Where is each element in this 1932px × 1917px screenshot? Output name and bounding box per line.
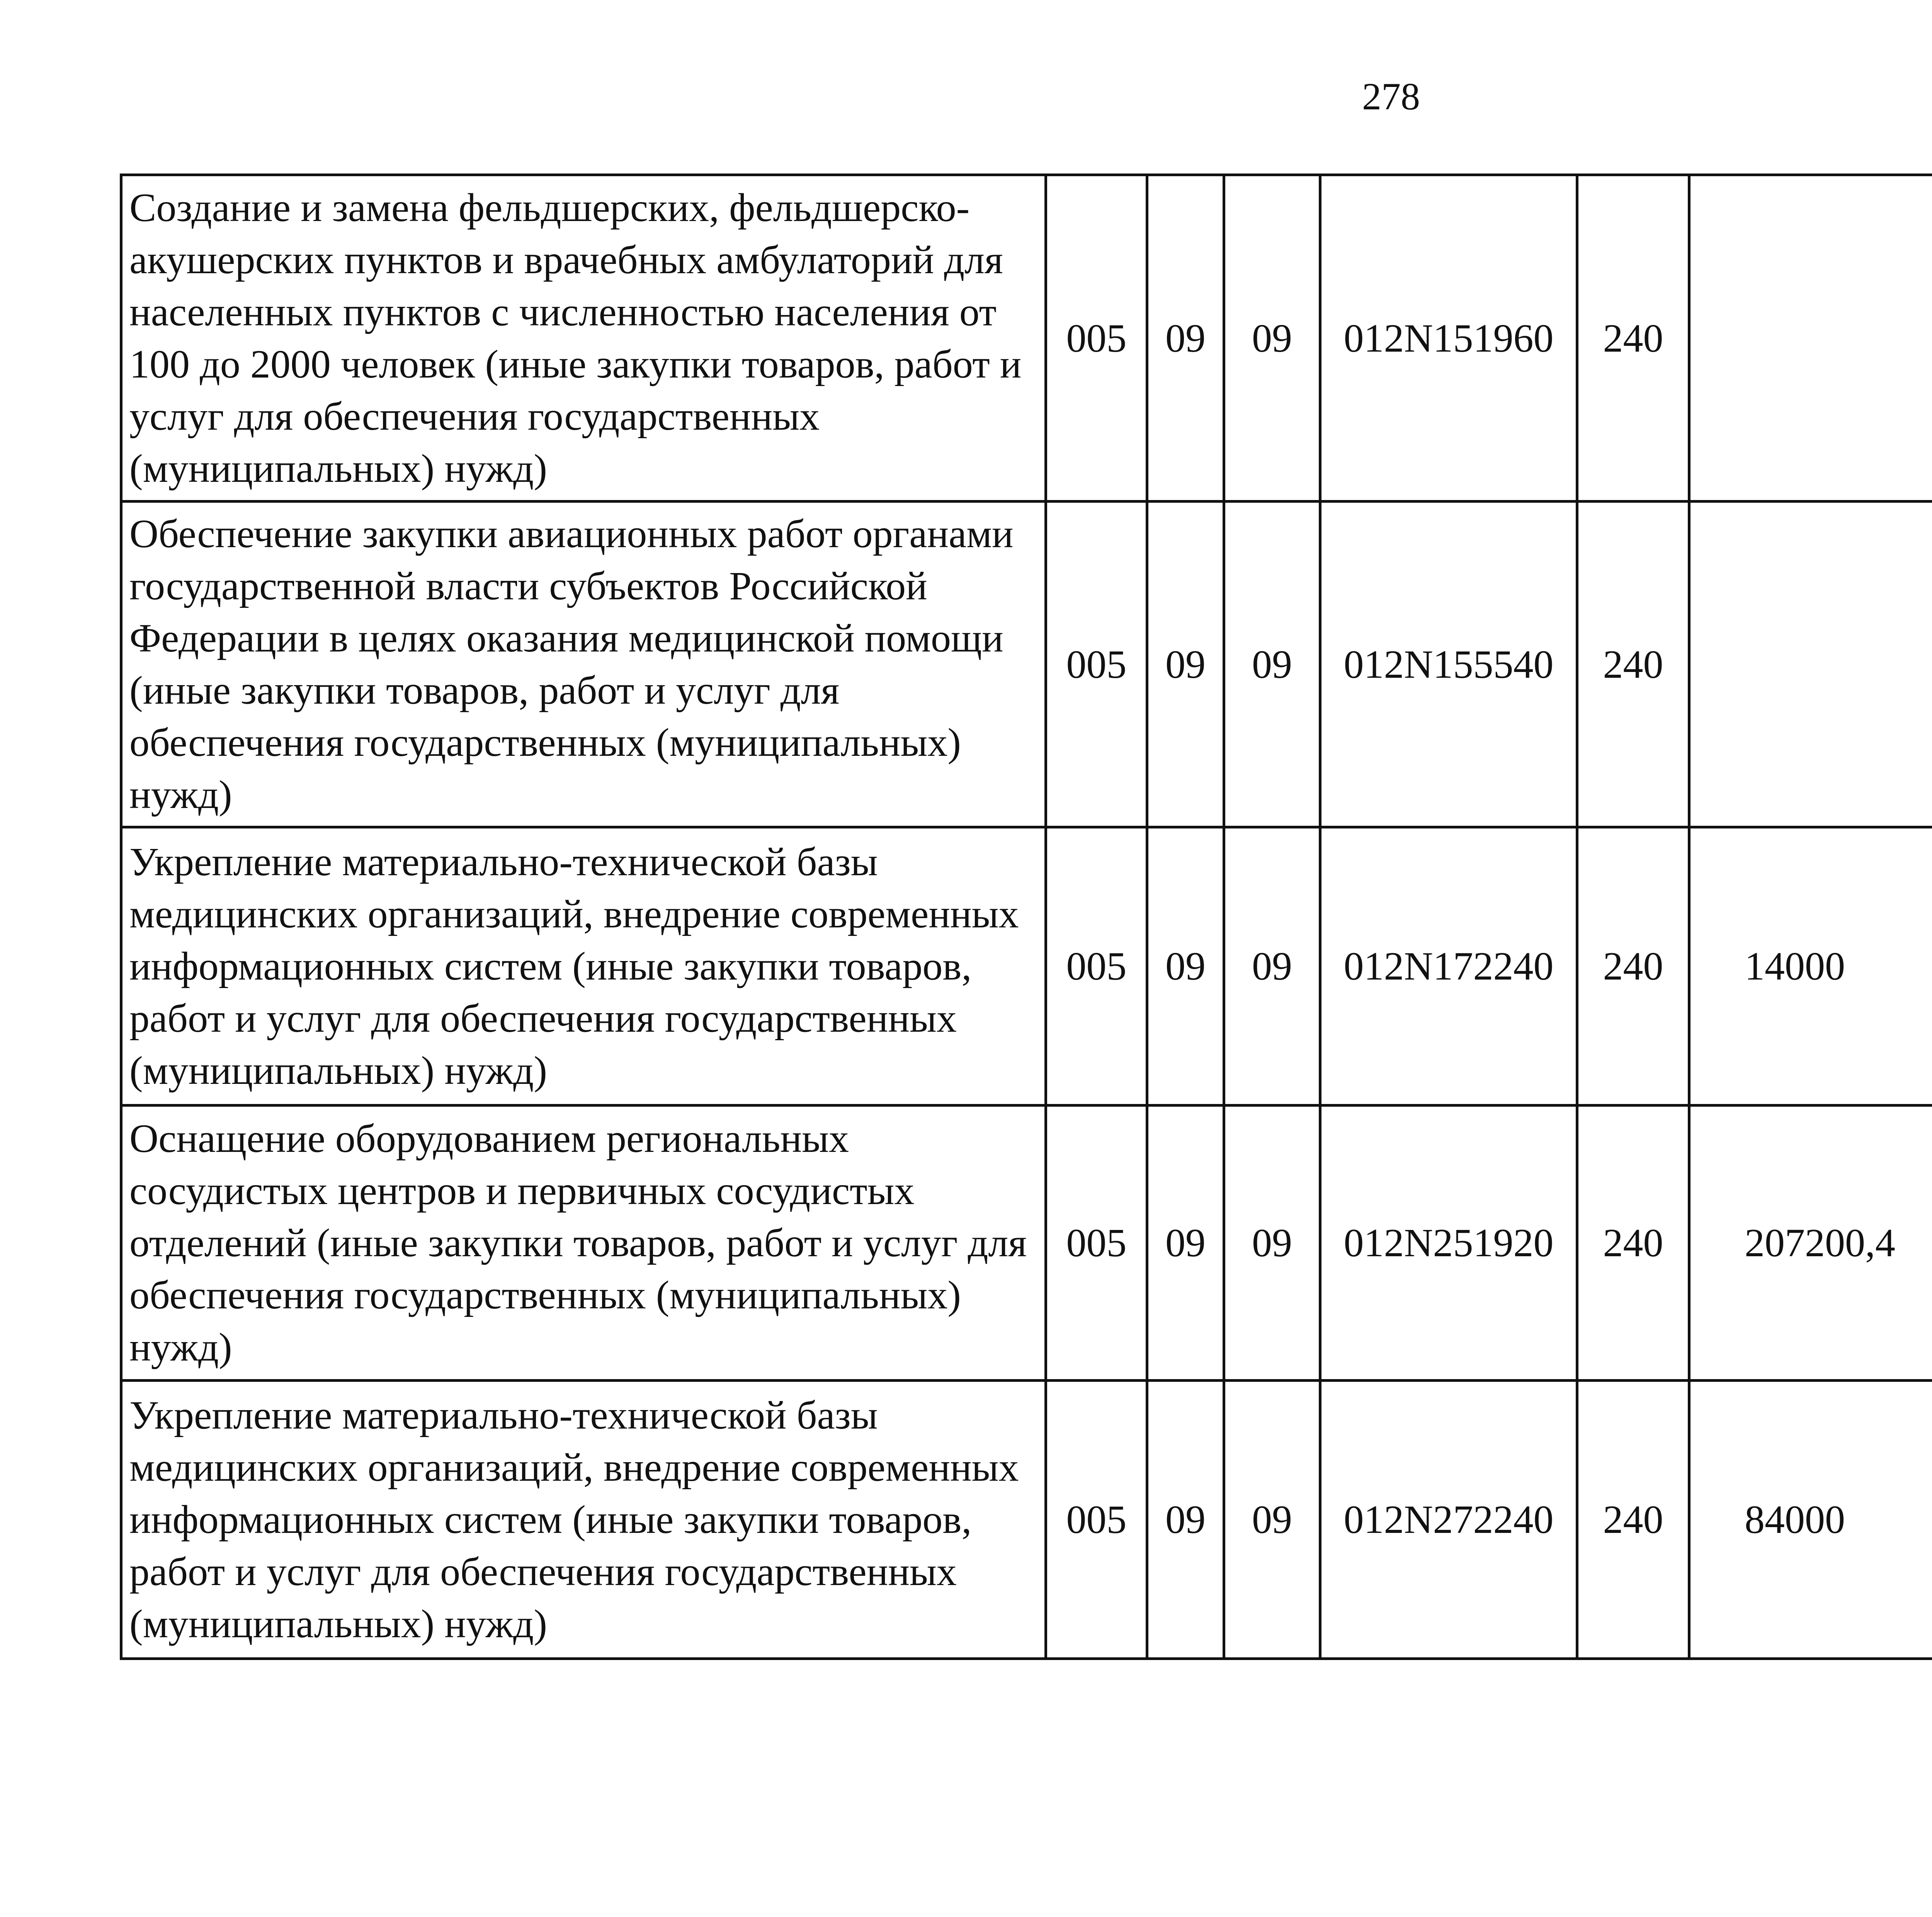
subsection-code: 09 — [1224, 502, 1320, 827]
budget-table — [120, 173, 1932, 1660]
amount-year-1: 207200,4 — [1689, 1106, 1932, 1381]
amount-year-1 — [1689, 175, 1932, 502]
table-row — [121, 502, 1932, 827]
expense-type-code: 240 — [1577, 175, 1689, 502]
expense-type-code: 240 — [1577, 1381, 1689, 1659]
amount-year-1: 14000 — [1689, 827, 1932, 1106]
amount-year-1 — [1689, 502, 1932, 827]
ministry-code: 005 — [1046, 1106, 1147, 1381]
subsection-code: 09 — [1224, 1106, 1320, 1381]
table-row — [121, 1106, 1932, 1381]
target-item-code: 012N151960 — [1320, 175, 1577, 502]
table-row — [121, 1381, 1932, 1659]
row-description: Оснащение оборудованием региональных сосудистых центров и первичных сосудистых отделений (иные закупки товаров, работ и услуг для обеспечения государственных (муниципальных) нужд) — [121, 1106, 1046, 1381]
table-row — [121, 827, 1932, 1106]
section-code: 09 — [1147, 827, 1224, 1106]
ministry-code: 005 — [1046, 175, 1147, 502]
row-description: Обеспечение закупки авиационных работ органами государственной власти субъектов Российской Федерации в целях оказания медицинской помощи (иные закупки товаров, работ и услуг для обеспечения государственных (муниципальных) нужд) — [121, 502, 1046, 827]
row-description: Укрепление материально-технической базы медицинских организаций, внедрение современных информационных систем (иные закупки товаров, работ и услуг для обеспечения государственных (муниципальных) нужд) — [121, 1381, 1046, 1659]
expense-type-code: 240 — [1577, 502, 1689, 827]
target-item-code: 012N272240 — [1320, 1381, 1577, 1659]
section-code: 09 — [1147, 1106, 1224, 1381]
page-number: 278 — [1362, 75, 1420, 118]
ministry-code: 005 — [1046, 502, 1147, 827]
target-item-code: 012N155540 — [1320, 502, 1577, 827]
ministry-code: 005 — [1046, 1381, 1147, 1659]
ministry-code: 005 — [1046, 827, 1147, 1106]
section-code: 09 — [1147, 502, 1224, 827]
row-description: Создание и замена фельдшерских, фельдшерско-акушерских пунктов и врачебных амбулаторий для населенных пунктов с численностью населения от 100 до 2000 человек (иные закупки товаров, работ и услуг для обеспечения государственных (муниципальных) нужд) — [121, 175, 1046, 502]
expense-type-code: 240 — [1577, 1106, 1689, 1381]
section-code: 09 — [1147, 1381, 1224, 1659]
section-code: 09 — [1147, 175, 1224, 502]
subsection-code: 09 — [1224, 1381, 1320, 1659]
target-item-code: 012N172240 — [1320, 827, 1577, 1106]
subsection-code: 09 — [1224, 827, 1320, 1106]
table-row — [121, 175, 1932, 502]
target-item-code: 012N251920 — [1320, 1106, 1577, 1381]
subsection-code: 09 — [1224, 175, 1320, 502]
row-description: Укрепление материально-технической базы медицинских организаций, внедрение современных информационных систем (иные закупки товаров, работ и услуг для обеспечения государственных (муниципальных) нужд) — [121, 827, 1046, 1106]
expense-type-code: 240 — [1577, 827, 1689, 1106]
amount-year-1: 84000 — [1689, 1381, 1932, 1659]
